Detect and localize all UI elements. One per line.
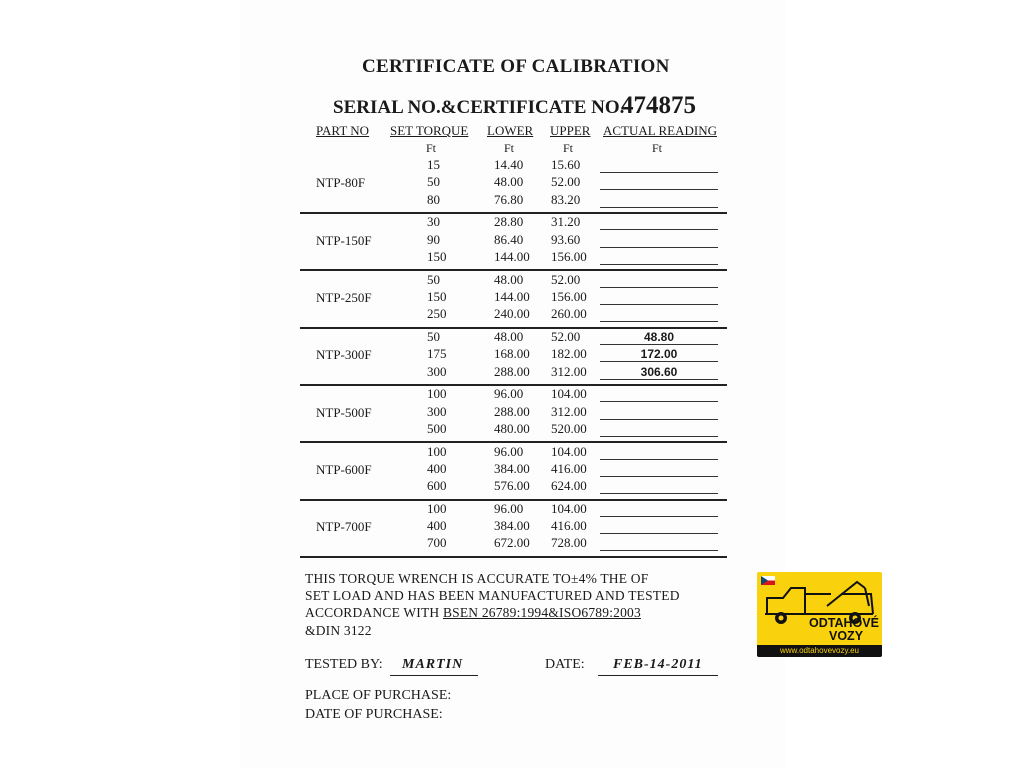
upper-limit-cell: 312.00	[551, 363, 587, 379]
lower-limit-cell: 96.00	[494, 443, 524, 459]
actual-reading-line	[600, 401, 718, 402]
set-torque-cell: 90	[427, 231, 440, 247]
set-torque-cell: 700	[427, 535, 447, 551]
standards-reference: BSEN 26789:1994&ISO6789:2003	[442, 605, 641, 620]
certificate-title: CERTIFICATE OF CALIBRATION	[362, 56, 670, 77]
upper-limit-cell: 15.60	[551, 157, 581, 172]
serial-number: 474875	[621, 92, 696, 119]
date-value: FEB-14-2011	[613, 657, 703, 672]
actual-reading-line	[600, 436, 718, 437]
set-torque-cell: 100	[427, 443, 447, 459]
set-torque-cell: 400	[427, 460, 447, 476]
czech-flag-icon	[761, 576, 775, 585]
tested-by-label: TESTED BY:	[305, 657, 383, 672]
lower-limit-cell: 96.00	[494, 500, 524, 516]
unit-lower: Ft	[504, 141, 515, 155]
lower-limit-cell: 240.00	[494, 306, 530, 322]
part-number: NTP-300F	[316, 347, 372, 363]
actual-reading-line	[600, 189, 718, 190]
group-separator	[300, 556, 727, 558]
date-line	[598, 675, 718, 676]
actual-reading-line	[600, 321, 718, 322]
upper-limit-cell: 52.00	[551, 174, 581, 190]
actual-reading-line	[600, 287, 718, 288]
lower-limit-cell: 48.00	[494, 174, 524, 190]
upper-limit-cell: 416.00	[551, 518, 587, 534]
upper-limit-cell: 182.00	[551, 346, 587, 362]
upper-limit-cell: 312.00	[551, 403, 587, 419]
upper-limit-cell: 104.00	[551, 386, 587, 402]
actual-reading-line	[600, 247, 718, 248]
lower-limit-cell: 96.00	[494, 386, 524, 402]
set-torque-cell: 150	[427, 288, 447, 304]
part-number: NTP-80F	[316, 175, 366, 191]
statement-line-3	[305, 604, 641, 621]
upper-limit-cell: 260.00	[551, 306, 587, 322]
serial-label: SERIAL NO.&CERTIFICATE NO.	[333, 97, 625, 118]
date-of-purchase-label: DATE OF PURCHASE:	[305, 707, 443, 722]
actual-reading-line	[600, 264, 718, 265]
lower-limit-cell: 144.00	[494, 248, 530, 264]
logo-text-line-2: VOZY	[829, 629, 864, 643]
odtahove-vozy-logo	[757, 572, 882, 657]
upper-limit-cell: 52.00	[551, 271, 581, 287]
set-torque-cell: 50	[427, 271, 440, 287]
actual-reading-line	[600, 172, 718, 173]
header-upper: UPPER	[550, 123, 591, 138]
lower-limit-cell: 144.00	[494, 288, 530, 304]
set-torque-cell: 100	[427, 386, 447, 402]
header-lower: LOWER	[487, 123, 534, 138]
upper-limit-cell: 156.00	[551, 288, 587, 304]
lower-limit-cell: 288.00	[494, 363, 530, 379]
actual-reading-value: 48.80	[643, 329, 675, 344]
upper-limit-cell: 624.00	[551, 478, 587, 494]
set-torque-cell: 50	[427, 174, 440, 190]
lower-limit-cell: 480.00	[494, 420, 530, 436]
tested-by-value: MARTIN	[402, 657, 464, 672]
part-number: NTP-600F	[316, 461, 372, 477]
set-torque-cell: 500	[427, 420, 447, 436]
actual-reading-line	[600, 361, 718, 362]
statement-line-1: THIS TORQUE WRENCH IS ACCURATE TO±4% THE OF	[305, 571, 649, 586]
lower-limit-cell: 288.00	[494, 403, 530, 419]
actual-reading-line	[600, 516, 718, 517]
set-torque-cell: 250	[427, 306, 447, 322]
lower-limit-cell: 576.00	[494, 478, 530, 494]
place-of-purchase-label: PLACE OF PURCHASE:	[305, 688, 452, 703]
lower-limit-cell: 14.40	[494, 157, 524, 172]
part-number: NTP-250F	[316, 289, 372, 305]
part-number: NTP-150F	[316, 232, 372, 248]
part-number: NTP-700F	[316, 519, 372, 535]
upper-limit-cell: 156.00	[551, 248, 587, 264]
actual-reading-value: 306.60	[640, 364, 678, 379]
upper-limit-cell: 728.00	[551, 535, 587, 551]
set-torque-cell: 100	[427, 500, 447, 516]
upper-limit-cell: 93.60	[551, 231, 581, 247]
part-number: NTP-500F	[316, 404, 372, 420]
upper-limit-cell: 31.20	[551, 214, 581, 230]
lower-limit-cell: 168.00	[494, 346, 530, 362]
header-part-no: PART NO	[316, 123, 370, 138]
lower-limit-cell: 28.80	[494, 214, 524, 230]
actual-reading-value: 172.00	[640, 347, 678, 362]
set-torque-cell: 300	[427, 363, 447, 379]
date-label: DATE:	[545, 657, 585, 672]
set-torque-cell: 400	[427, 518, 447, 534]
actual-reading-line	[600, 207, 718, 208]
logo-url: www.odtahovevozy.eu	[757, 645, 882, 657]
actual-reading-line	[600, 229, 718, 230]
statement-line-4: &DIN 3122	[305, 623, 372, 638]
actual-reading-line	[600, 550, 718, 551]
actual-reading-line	[600, 476, 718, 477]
header-actual-reading: ACTUAL READING	[603, 123, 717, 138]
upper-limit-cell: 520.00	[551, 420, 587, 436]
set-torque-cell: 175	[427, 346, 447, 362]
set-torque-cell: 150	[427, 248, 447, 264]
lower-limit-cell: 76.80	[494, 191, 524, 207]
upper-limit-cell: 104.00	[551, 500, 587, 516]
set-torque-cell: 300	[427, 403, 447, 419]
logo-text-line-1: ODTAHOVÉ	[809, 616, 879, 630]
actual-reading-line	[600, 344, 718, 345]
lower-limit-cell: 672.00	[494, 535, 530, 551]
upper-limit-cell: 416.00	[551, 460, 587, 476]
lower-limit-cell: 384.00	[494, 460, 530, 476]
upper-limit-cell: 104.00	[551, 443, 587, 459]
lower-limit-cell: 384.00	[494, 518, 530, 534]
lower-limit-cell: 48.00	[494, 271, 524, 287]
actual-reading-line	[600, 304, 718, 305]
unit-upper: Ft	[563, 141, 574, 155]
set-torque-cell: 30	[427, 214, 440, 230]
tested-by-line	[390, 675, 478, 676]
unit-set-torque: Ft	[426, 141, 437, 155]
set-torque-cell: 600	[427, 478, 447, 494]
set-torque-cell: 15	[427, 157, 440, 172]
statement-line-3-prefix: ACCORDANCE WITH	[305, 605, 443, 620]
lower-limit-cell: 48.00	[494, 328, 524, 344]
lower-limit-cell: 86.40	[494, 231, 524, 247]
header-set-torque: SET TORQUE	[390, 123, 469, 138]
upper-limit-cell: 52.00	[551, 328, 581, 344]
statement-line-2: SET LOAD AND HAS BEEN MANUFACTURED AND TESTED	[305, 588, 680, 603]
unit-actual-reading: Ft	[652, 141, 663, 155]
actual-reading-line	[600, 379, 718, 380]
actual-reading-line	[600, 459, 718, 460]
actual-reading-line	[600, 533, 718, 534]
upper-limit-cell: 83.20	[551, 191, 581, 207]
set-torque-cell: 50	[427, 328, 440, 344]
set-torque-cell: 80	[427, 191, 440, 207]
actual-reading-line	[600, 419, 718, 420]
actual-reading-line	[600, 493, 718, 494]
